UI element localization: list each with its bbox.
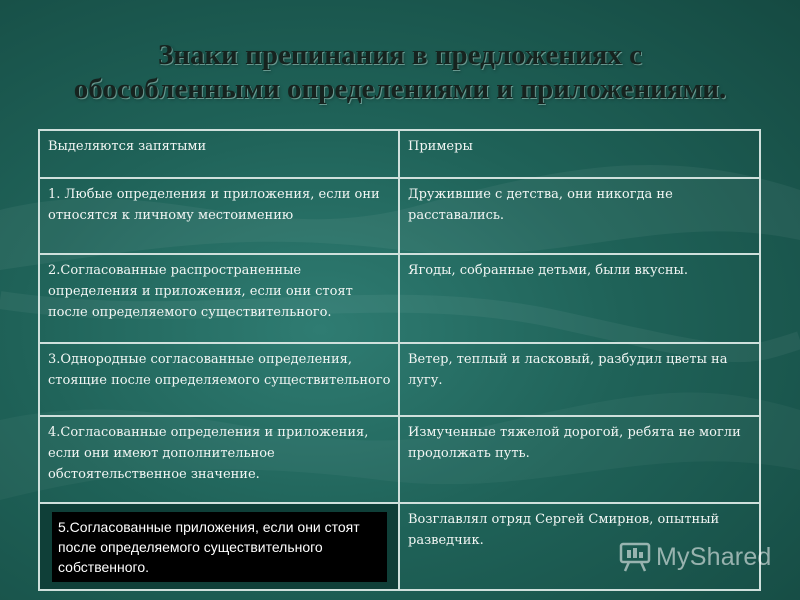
table-row [39,343,760,415]
myshared-watermark [618,538,778,576]
table-row [39,254,760,343]
header-cell-rule: Выделяются запятыми [39,130,399,178]
watermark-text: MyShared [656,542,772,571]
rules-table [38,129,761,591]
example-cell: Ветер, теплый и ласковый, разбудил цветы на лугу. [399,343,760,415]
highlighted-rule-text: 5.Согласованные приложения, если они стоят после определяемого существительного собственного. [52,512,387,582]
rule-cell: 3.Однородные согласованные определения, стоящие после определяемого существительного [39,343,399,415]
rule-cell: 2.Согласованные распространенные определения и приложения, если они стоят после определяемого существительного. [39,254,399,343]
rule-cell: 1. Любые определения и приложения, если они относятся к личному местоимению [39,178,399,254]
header-cell-examples: Примеры [399,130,760,178]
example-cell: Ягоды, собранные детьми, были вкусны. [399,254,760,343]
example-cell: Измученные тяжелой дорогой, ребята не могли продолжать путь. [399,416,760,503]
slide-title-line-2: обособленными определениями и приложениями. [73,73,727,105]
rule-cell: 4.Согласованные определения и приложения, если они имеют дополнительное обстоятельственное значение. [39,416,399,503]
rule-cell-highlighted [39,503,399,590]
slide-title [0,38,800,106]
presentation-board-icon [618,540,652,574]
table-header-row [39,130,760,178]
example-cell: Возглавлял отряд Сергей Смирнов, опытный разведчик. [399,503,760,590]
example-cell: Дружившие с детства, они никогда не расставались. [399,178,760,254]
table-row [39,416,760,503]
slide-title-line-1: Знаки препинания в предложениях с [157,39,643,71]
table-row [39,178,760,254]
